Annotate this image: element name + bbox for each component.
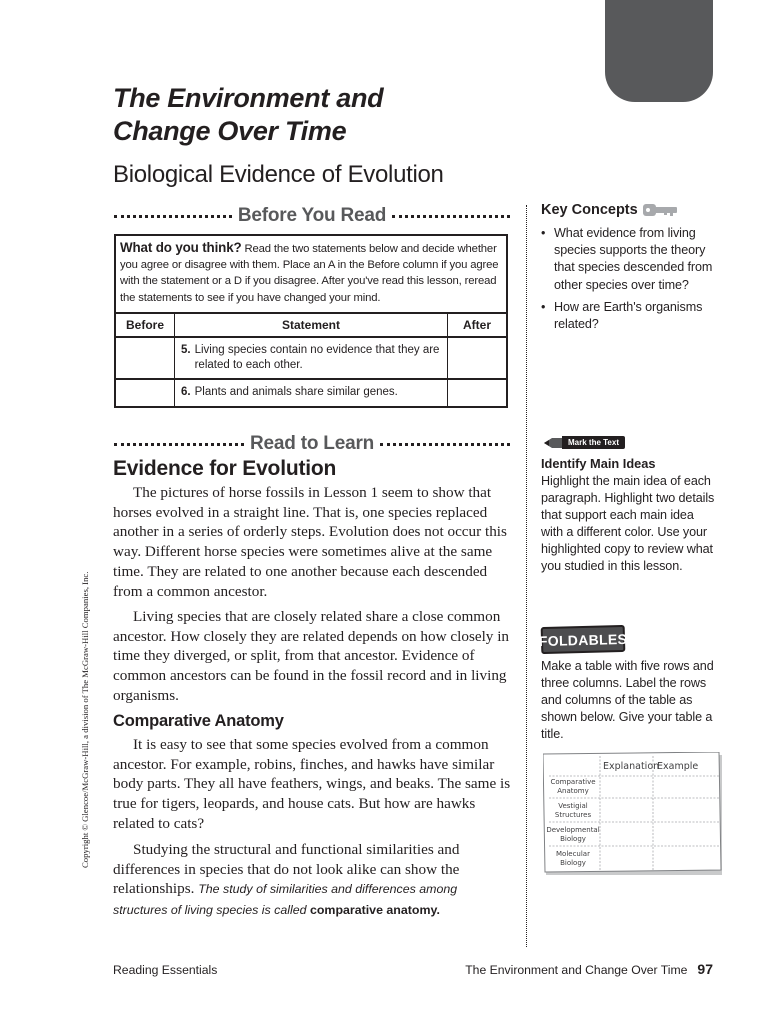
key-concept-text: How are Earth's organisms related? (554, 299, 703, 332)
statement-text: Living species contain no evidence that they are related to each other. (194, 343, 440, 371)
section-heading: Evidence for Evolution (113, 457, 337, 480)
think-instructions (116, 236, 506, 312)
think-prompt-text: Read the two statements below and decide whether you agree or disagree with them. Place an A in the Before column if you agree with the statement or a D if you disagree. After you've read this lesson, reread the statements to see if you have changed your mind. (120, 243, 499, 304)
sketch-row-label: Vestigial (558, 802, 588, 810)
foldable-table-sketch (543, 752, 724, 876)
mark-the-text-badge: Mark the Text (562, 436, 625, 449)
footer-chapter (465, 961, 713, 977)
sketch-row-label: Anatomy (557, 787, 589, 795)
statement-number: 5. (181, 343, 191, 356)
identify-main-ideas-text: Highlight the main idea of each paragraph. Highlight two details that support each main idea with a different color. Use your highlighted copy to review what you studied in this lesson. (541, 474, 715, 574)
before-you-read-banner (114, 203, 510, 229)
key-icon (642, 202, 678, 218)
think-prompt-bold: What do you think? (120, 240, 242, 255)
statement-cell (175, 337, 448, 379)
foldables-instructions: Make a table with five rows and three columns. Label the rows and columns of the table as shown below. Give your table a title. (541, 659, 714, 742)
paragraph-4-text: Studying the structural and functional similarities and differences in species that do not look alike can show the relationships. (113, 841, 460, 898)
header-before: Before (116, 313, 175, 337)
sketch-row-label: Molecular (556, 850, 590, 858)
footer-book-title: Reading Essentials (113, 963, 218, 977)
title-line-2: Change Over Time (113, 116, 347, 146)
sketch-row-label: Developmental (546, 826, 600, 834)
statement-number: 6. (181, 386, 191, 399)
banner-dots-right (392, 215, 510, 218)
banner-label: Before You Read (237, 205, 387, 226)
key-concepts-list (541, 225, 719, 338)
page-number: 97 (697, 961, 713, 977)
banner-dots-left (114, 443, 244, 446)
subsection-heading: Comparative Anatomy (113, 712, 284, 730)
sketch-row-label: Structures (554, 811, 592, 819)
header-after: After (448, 313, 507, 337)
copyright-notice: Copyright © Glencoe/McGraw-Hill, a division of The McGraw-Hill Companies, Inc. (80, 571, 90, 868)
statements-table (116, 312, 506, 406)
table-header-row (116, 313, 506, 337)
banner-dots-right (380, 443, 510, 446)
statement-cell (175, 379, 448, 406)
before-cell-6[interactable] (116, 379, 175, 406)
key-concept-text: What evidence from living species supports the theory that species descended from other species over time? (554, 226, 713, 292)
banner-label: Read to Learn (249, 433, 375, 454)
bullet-icon: • (541, 299, 546, 314)
list-item (541, 225, 719, 294)
sketch-row-label: Biology (560, 859, 586, 867)
banner-dots-left (114, 215, 232, 218)
definition-italic: The study of similarities and differences among structures of living species is called (113, 882, 458, 918)
what-do-you-think-box (114, 234, 508, 408)
after-cell-6[interactable] (448, 379, 507, 406)
paragraph-4 (113, 840, 511, 921)
vocabulary-term: comparative anatomy. (309, 903, 440, 918)
sketch-col-explanation: Explanation (603, 761, 660, 772)
key-concepts-title (541, 202, 678, 218)
key-concepts-label: Key Concepts (541, 202, 638, 218)
sketch-col-example: Example (657, 761, 699, 772)
lesson-subtitle: Biological Evidence of Evolution (113, 161, 444, 188)
footer-chapter-title: The Environment and Change Over Time (465, 963, 688, 977)
before-cell-5[interactable] (116, 337, 175, 379)
table-row (116, 379, 506, 406)
paragraph-1: The pictures of horse fossils in Lesson 1 seem to show that horses evolved in a straight line. That is, one species replaced another in a series of orderly steps. Evolution does not occur this way. Different horse species were sometimes alive at the same time. They are related to one another because each descended from a common ancestor. (113, 484, 507, 600)
header-statement: Statement (175, 313, 448, 337)
after-cell-5[interactable] (448, 337, 507, 379)
identify-main-ideas-heading: Identify Main Ideas (541, 456, 656, 471)
mark-the-text-label (544, 436, 625, 449)
bullet-icon: • (541, 226, 546, 240)
read-to-learn-banner (114, 431, 510, 457)
table-row (116, 337, 506, 379)
paragraph-3: It is easy to see that some species evolved from a common ancestor. For example, robins, finches, and hawks have similar body parts. They all have feathers, wings, and beaks. The same is true for tigers, leopards, and house cats. But how are hawks related to cats? (113, 736, 511, 832)
title-line-1: The Environment and (113, 83, 384, 113)
foldables-logo: FOLDABLES (541, 625, 626, 654)
sketch-row-label: Biology (560, 835, 586, 843)
paragraph-2: Living species that are closely related share a close common ancestor. How closely they are related depends on how closely in time they diverged, or split, from that ancestor. Evidence of common ancestors can be found in the fossil record and in living organisms. (113, 608, 510, 704)
statement-text: Plants and animals share similar genes. (194, 386, 398, 399)
chapter-tab (605, 0, 713, 102)
list-item (541, 299, 719, 333)
page-title (113, 82, 383, 148)
column-divider (526, 205, 527, 947)
highlighter-icon (544, 437, 562, 449)
sketch-row-label: Comparative (550, 778, 596, 786)
